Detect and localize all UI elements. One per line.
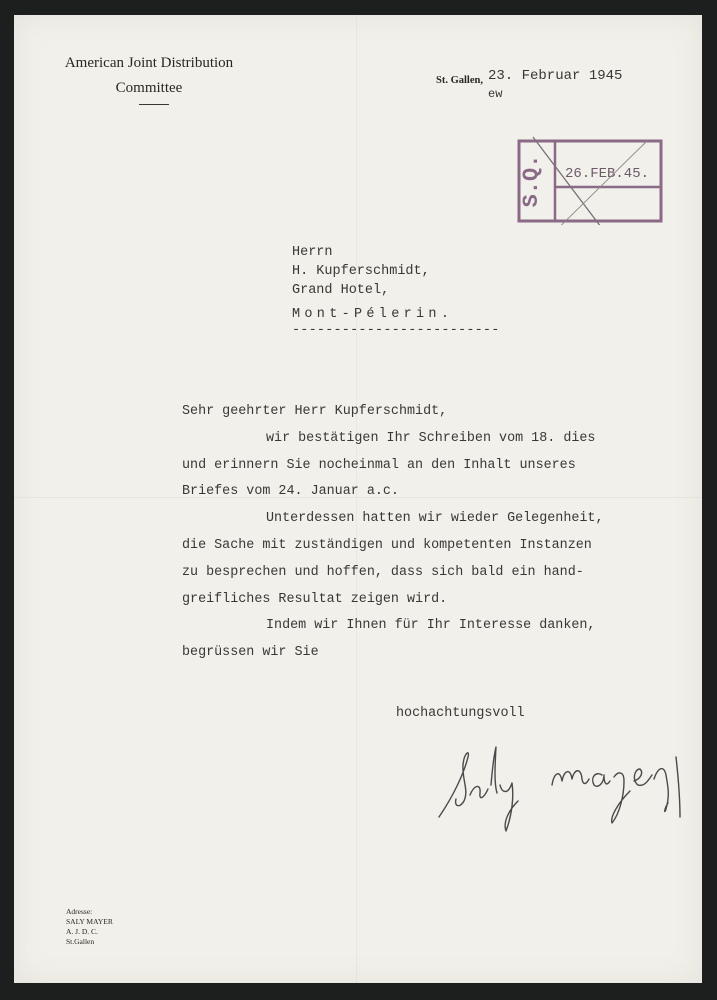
recipient-line-3: Grand Hotel, [292,283,390,298]
footer-line-1: Adresse: [66,907,93,916]
body-line: Indem wir Ihnen für Ihr Interesse danken, [266,618,596,634]
received-stamp [517,135,667,225]
body-line: begrüssen wir Sie [182,645,319,661]
letterhead-org-line-2: Committee [115,80,183,96]
recipient-line-4: Mont-Pélerin. [292,307,454,322]
letterhead [14,51,284,101]
letter-body [182,399,604,667]
body-line: Briefes vom 24. Januar a.c. [182,484,399,500]
footer-line-2: SALY MAYER [66,917,113,926]
letterhead-org-line-1: American Joint Distribution [64,55,234,71]
salutation: Sehr geehrter Herr Kupferschmidt, [182,404,448,419]
typist-initials: ew [488,87,503,101]
recipient-line-2: H. Kupferschmidt, [292,264,430,279]
body-line: und erinnern Sie nocheinmal an den Inhalt unseres [182,457,576,473]
stamp-letters: S.Q. [519,154,544,208]
recipient-line-1: Herrn [292,245,333,260]
letterhead-place: St. Gallen, [436,75,483,86]
footer-line-3: A. J. D. C. [66,927,98,936]
stamp-date: 26.FEB.45. [565,166,650,182]
letter-page [14,15,702,983]
body-line: die Sache mit zuständigen und kompetenten Instanzen [182,537,592,553]
body-line: Unterdessen hatten wir wieder Gelegenheit, [266,511,604,527]
letterhead-rule [139,104,169,105]
recipient-address [292,243,500,340]
body-line: wir bestätigen Ihr Schreiben vom 18. dies [266,430,596,446]
closing: hochachtungsvoll [396,706,525,721]
footer-address [66,907,113,947]
handwritten-signature [434,735,684,835]
body-line: zu besprechen und hoffen, dass sich bald ein hand- [182,564,584,580]
footer-line-4: St.Gallen [66,937,95,946]
recipient-underline: ------------------------- [292,323,500,338]
body-line: greifliches Resultat zeigen wird. [182,591,448,607]
letter-date: 23. Februar 1945 [488,68,623,84]
